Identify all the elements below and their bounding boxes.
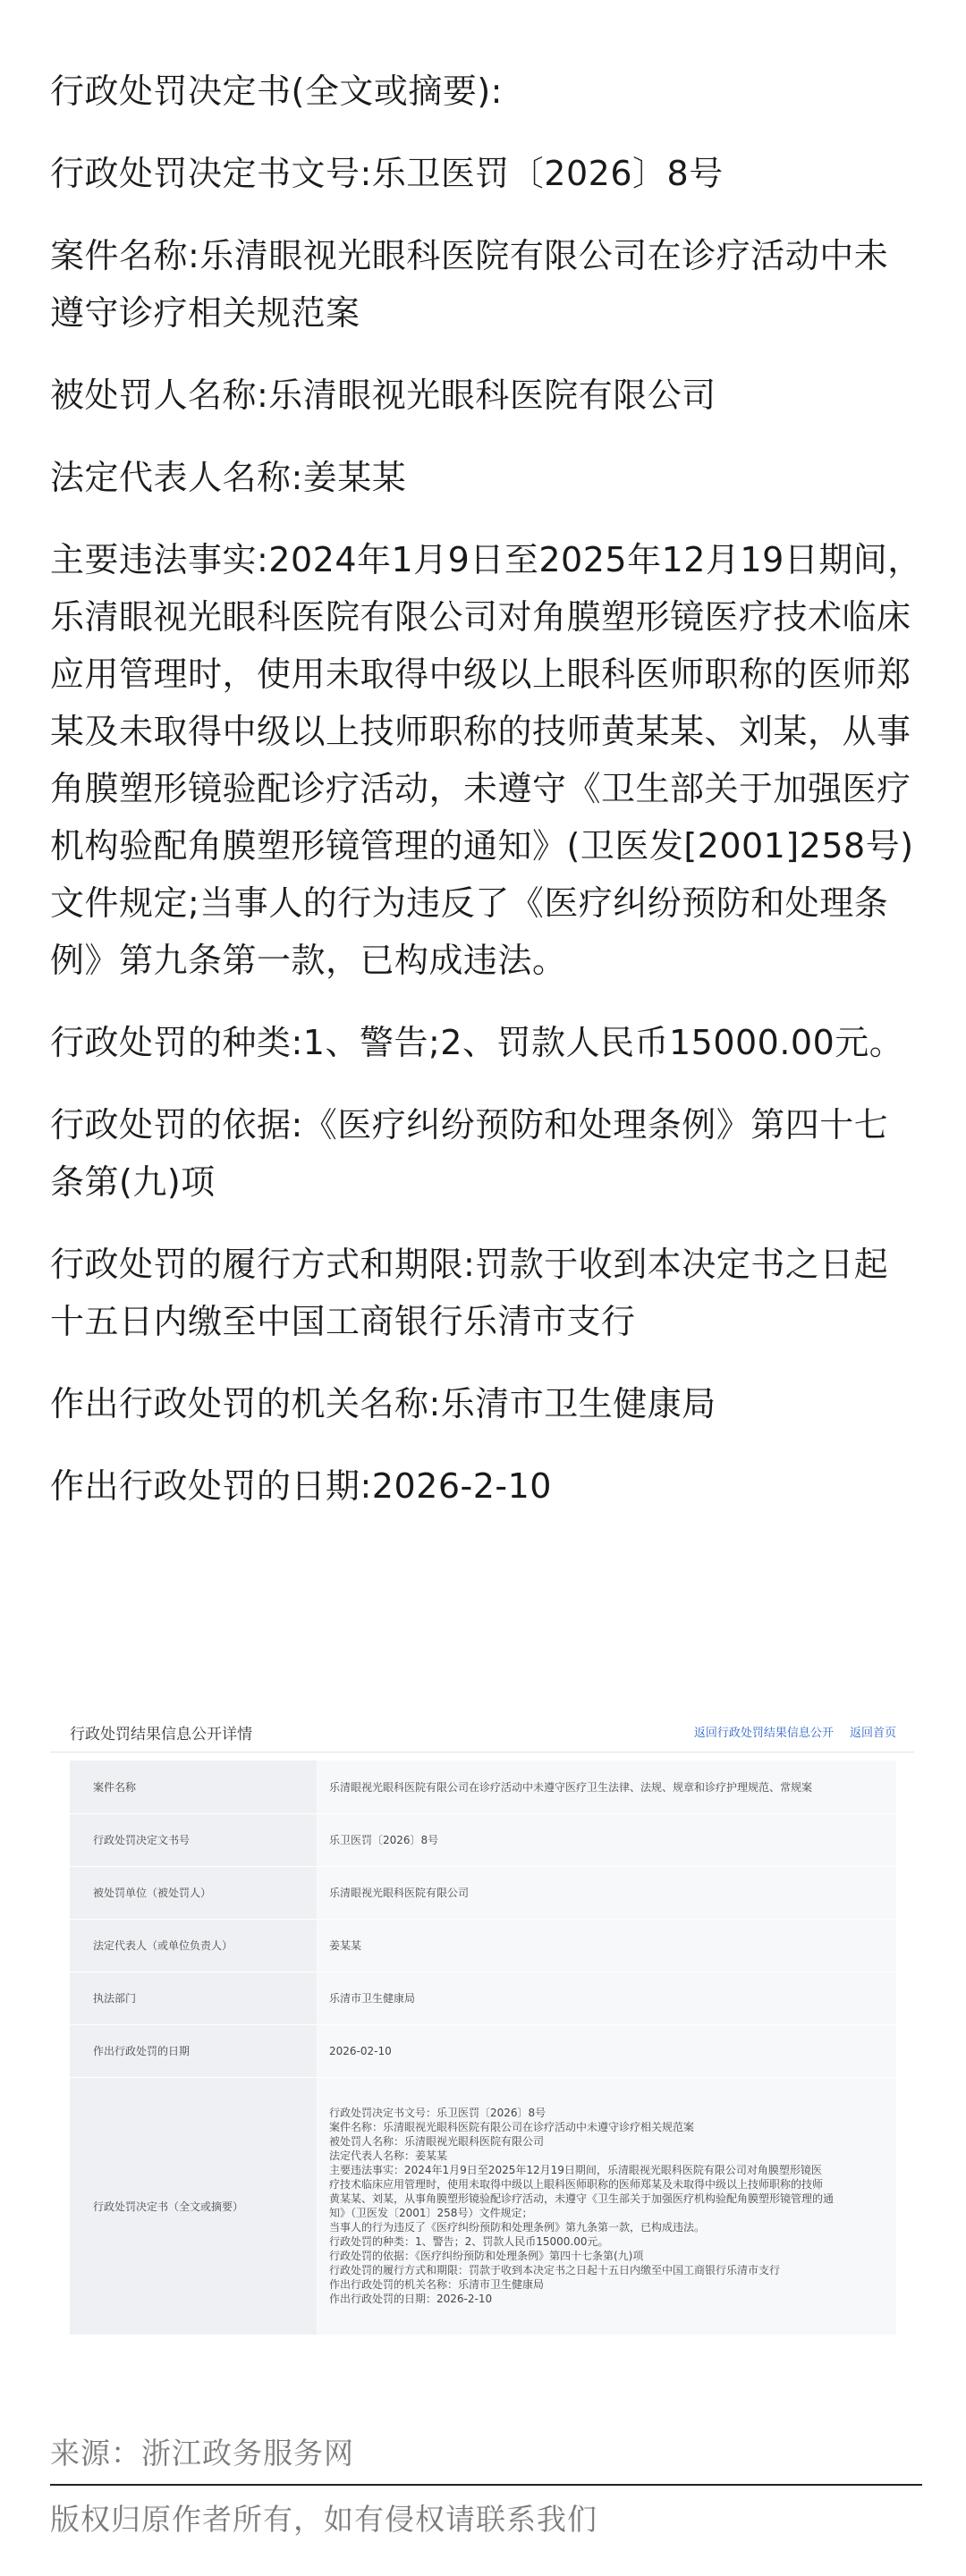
table-row-summary [70,2077,896,2335]
penalty-basis: 行政处罚的依据:《医疗纠纷预防和处理条例》第四十七条第(九)项 [50,1105,889,1202]
summary-line: 知》（卫医发〔2001〕258号）文件规定； [329,2207,533,2219]
payment-method: 行政处罚的履行方式和期限:罚款于收到本决定书之日起十五日内缴至中国工商银行乐清市支行 [50,1245,889,1341]
table-row [70,1866,896,1919]
table-row [70,2024,896,2077]
back-to-list-link[interactable]: 返回行政处罚结果信息公开 [693,1727,834,1740]
row-label: 被处罚单位（被处罚人） [70,1866,317,1919]
summary-line: 行政处罚的履行方式和期限：罚款于收到本决定书之日起十五日内缴至中国工商银行乐清市支行 [329,2264,781,2276]
row-value: 乐卫医罚〔2026〕8号 [317,1813,896,1866]
table-row [70,1813,896,1866]
punished-party: 被处罚人名称:乐清眼视光眼科医院有限公司 [50,376,716,415]
row-label: 行政处罚决定文书号 [70,1813,317,1866]
violation-facts: 主要违法事实:2024年1月9日至2025年12月19日期间，乐清眼视光眼科医院有限公司对角膜塑形镜医疗技术临床应用管理时，使用未取得中级以上眼科医师职称的医师郑某及未取得中级以上技师职称的技师黄某某、刘某，从事角膜塑形镜验配诊疗活动，未遵守《卫生部关于加强医疗机构验配角膜塑形镜管理的通知》(卫医发[2001]258号)文件规定;当事人的行为违反了《医疗纠纷预防和处理条例》第九条第一款，已构成违法。 [50,540,922,980]
copyright-notice: 版权归原作者所有，如有侵权请联系我们 [50,2502,597,2537]
issuing-authority: 作出行政处罚的机关名称:乐清市卫生健康局 [50,1384,716,1423]
table-row [70,1761,896,1813]
table-row [70,1972,896,2024]
row-value: 乐清眼视光眼科医院有限公司 [317,1866,896,1919]
portal-links [682,1723,896,1740]
summary-line: 被处罚人名称：乐清眼视光眼科医院有限公司 [329,2135,545,2148]
row-label: 作出行政处罚的日期 [70,2024,317,2077]
row-label: 执法部门 [70,1972,317,2024]
row-value: 乐清市卫生健康局 [317,1972,896,2024]
summary-line: 疗技术临床应用管理时，使用未取得中级以上眼科医师职称的医师郑某及未取得中级以上技师职称的技师 [329,2178,824,2191]
home-link[interactable]: 返回首页 [849,1727,896,1740]
source-credit: 来源：浙江政务服务网 [50,2436,354,2470]
summary-line: 行政处罚决定书文号：乐卫医罚〔2026〕8号 [329,2107,547,2119]
decision-heading: 行政处罚决定书(全文或摘要): [50,72,503,111]
decision-number: 行政处罚决定书文号:乐卫医罚〔2026〕8号 [50,154,724,193]
summary-line: 当事人的行为违反了《医疗纠纷预防和处理条例》第九条第一款，已构成违法。 [329,2221,706,2234]
row-value: 2026-02-10 [317,2024,896,2077]
row-value: 乐清眼视光眼科医院有限公司在诊疗活动中未遵守医疗卫生法律、法规、规章和诊疗护理规范、常规案 [317,1761,896,1813]
summary-cell [317,2077,896,2335]
penalty-date: 作出行政处罚的日期:2026-2-10 [50,1466,552,1506]
portal-screenshot [50,1712,914,2356]
row-label: 行政处罚决定书（全文或摘要） [70,2077,317,2335]
portal-header [50,1712,914,1753]
row-label: 案件名称 [70,1761,317,1813]
article-body [50,63,922,1540]
penalty-type: 行政处罚的种类:1、警告;2、罚款人民币15000.00元。 [50,1023,904,1062]
summary-line: 黄某某、刘某，从事角膜塑形镜验配诊疗活动，未遵守《卫生部关于加强医疗机构验配角膜塑形镜管理的通 [329,2192,835,2205]
summary-line: 法定代表人名称：姜某某 [329,2149,448,2162]
summary-line: 主要违法事实：2024年1月9日至2025年12月19日期间，乐清眼视光眼科医院有限公司对角膜塑形镜医 [329,2164,822,2176]
summary-line: 作出行政处罚的机关名称：乐清市卫生健康局 [329,2278,545,2291]
legal-representative: 法定代表人名称:姜某某 [50,458,407,497]
row-value: 姜某某 [317,1919,896,1972]
summary-line: 行政处罚的种类：1、警告；2、罚款人民币15000.00元。 [329,2235,609,2248]
portal-detail-table [70,1761,896,2335]
summary-line: 行政处罚的依据：《医疗纠纷预防和处理条例》第四十七条第(九)项 [329,2250,644,2262]
row-label: 法定代表人（或单位负责人） [70,1919,317,1972]
summary-line: 案件名称：乐清眼视光眼科医院有限公司在诊疗活动中未遵守诊疗相关规范案 [329,2121,695,2133]
footer-divider [50,2484,922,2486]
table-row [70,1919,896,1972]
portal-title: 行政处罚结果信息公开详情 [70,1726,252,1744]
case-name: 案件名称:乐清眼视光眼科医院有限公司在诊疗活动中未遵守诊疗相关规范案 [50,236,889,333]
summary-line: 作出行政处罚的日期：2026-2-10 [329,2293,493,2305]
